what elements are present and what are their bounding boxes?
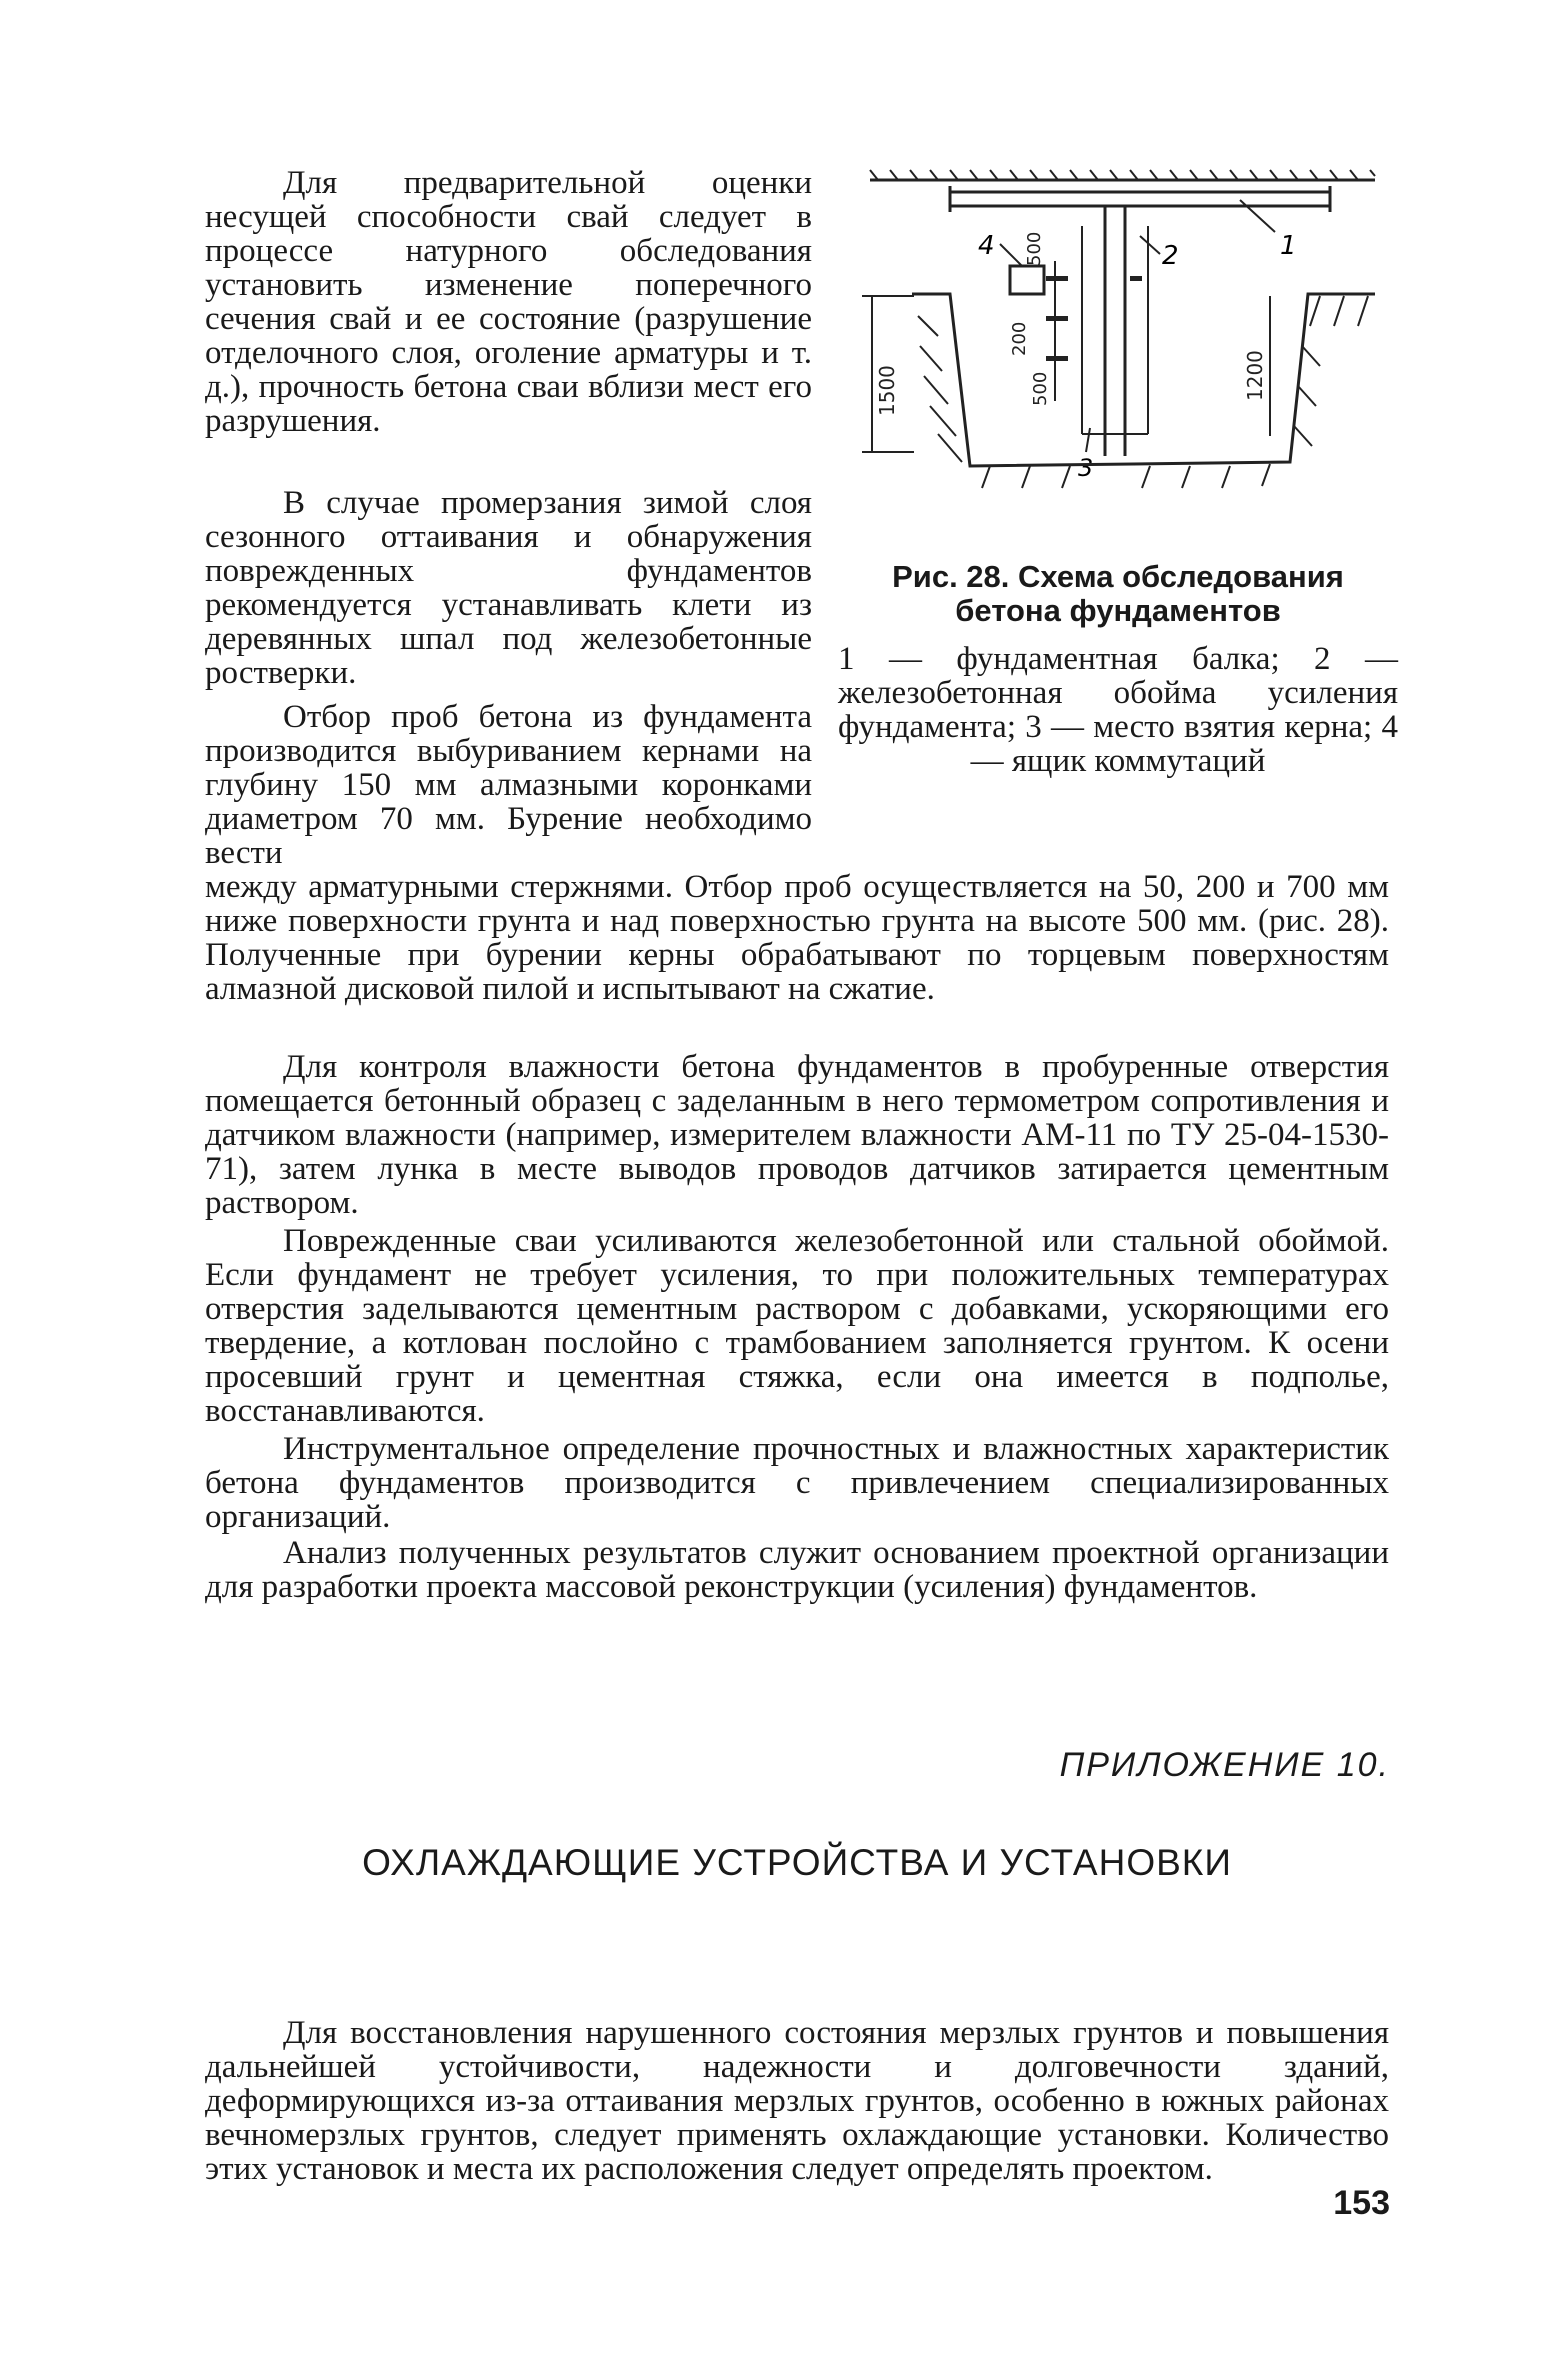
pile: [1105, 206, 1125, 456]
body-paragraph: Для предварительной оценки несущей способности свай следует в процессе натурного обследования установить изменение поперечного сечения свай и ее состояние (разрушение отделочного слоя, оголение арматуры и т. д.), прочность бетона сваи вблизи мест его разрушения.: [205, 165, 812, 439]
dim-500-bottom: 500: [1030, 371, 1051, 406]
dim-1200: 1200: [1243, 350, 1267, 401]
label-4: 4: [978, 231, 995, 261]
body-paragraph: Для контроля влажности бетона фундаментов в пробуренные отверстия помещается бетонный образец с заделанным в него термометром сопротивления и датчиком влажности (например, измерителем влажности АМ-11 по ТУ 25-04-1530-71), затем лунка в месте выводов проводов датчиков затирается цементным раствором.: [205, 1049, 1389, 1221]
appendix-label: ПРИЛОЖЕНИЕ 10.: [1059, 1746, 1390, 1784]
body-paragraph-continuation: между арматурными стержнями. Отбор проб осуществляется на 50, 200 и 700 мм ниже поверхности грунта и над поверхностью грунта на высоте 500 мм. (рис. 28). Полученные при бурении керны обрабатывают по торцевым поверхностям алмазной дисковой пилой и испытывают на сжатие.: [205, 869, 1389, 1007]
label-3: 3: [1078, 454, 1094, 482]
page-number: 153: [1333, 2184, 1390, 2222]
figure-legend: 1 — фундаментная балка; 2 — железобетонная обойма усиления фундамента; 3 — место взятия керна; 4 — ящик коммутаций: [838, 641, 1398, 779]
foundation-beam: [950, 186, 1330, 212]
body-paragraph: Анализ полученных результатов служит основанием проектной организации для разработки проекта массовой реконструкции (усиления) фундаментов.: [205, 1535, 1389, 1605]
dim-1500: 1500: [875, 365, 899, 416]
core-sample-points: [1046, 276, 1142, 361]
body-paragraph: Поврежденные сваи усиливаются железобетонной или стальной обоймой. Если фундамент не требует усиления, то при положительных температурах отверстия заделываются цементным раствором с добавками, ускоряющими его твердение, а котлован послойно с трамбованием заполняется грунтом. К осени просевший грунт и цементная стяжка, если она имеется в подполье, восстанавливаются.: [205, 1223, 1389, 1429]
body-paragraph: В случае промерзания зимой слоя сезонного оттаивания и обнаружения поврежденных фундаментов рекомендуется устанавливать клети из деревянных шпал под железобетонные ростверки.: [205, 485, 812, 691]
body-paragraph: Инструментальное определение прочностных и влажностных характеристик бетона фундаментов производится с привлечением специализированных организаций.: [205, 1431, 1389, 1535]
dim-500-top: 500: [1024, 231, 1045, 266]
label-2: 2: [1162, 241, 1179, 271]
figure-caption: Рис. 28. Схема обследования бетона фундаментов: [892, 559, 1344, 628]
ground-hatch: [918, 296, 1368, 488]
junction-box: [1010, 266, 1044, 294]
label-1: 1: [1280, 231, 1297, 261]
foundation-survey-diagram: [850, 166, 1390, 496]
body-paragraph: Отбор проб бетона из фундамента производится выбуриванием кернами на глубину 150 мм алмазными коронками диаметром 70 мм. Бурение необходимо вести: [205, 699, 812, 871]
ceiling-hatch: [870, 170, 1375, 180]
body-paragraph: Для восстановления нарушенного состояния мерзлых грунтов и повышения дальнейшей устойчивости, надежности и долговечности зданий, деформирующихся из-за оттаивания мерзлых грунтов, особенно в южных районах вечномерзлых грунтов, следует применять охлаждающие установки. Количество этих установок и места их расположения следует определять проектом.: [205, 2015, 1389, 2187]
dim-200: 200: [1009, 321, 1030, 356]
reinforcement-shell: [1082, 226, 1148, 434]
section-title: ОХЛАЖДАЮЩИЕ УСТРОЙСТВА И УСТАНОВКИ: [362, 1842, 1232, 1883]
